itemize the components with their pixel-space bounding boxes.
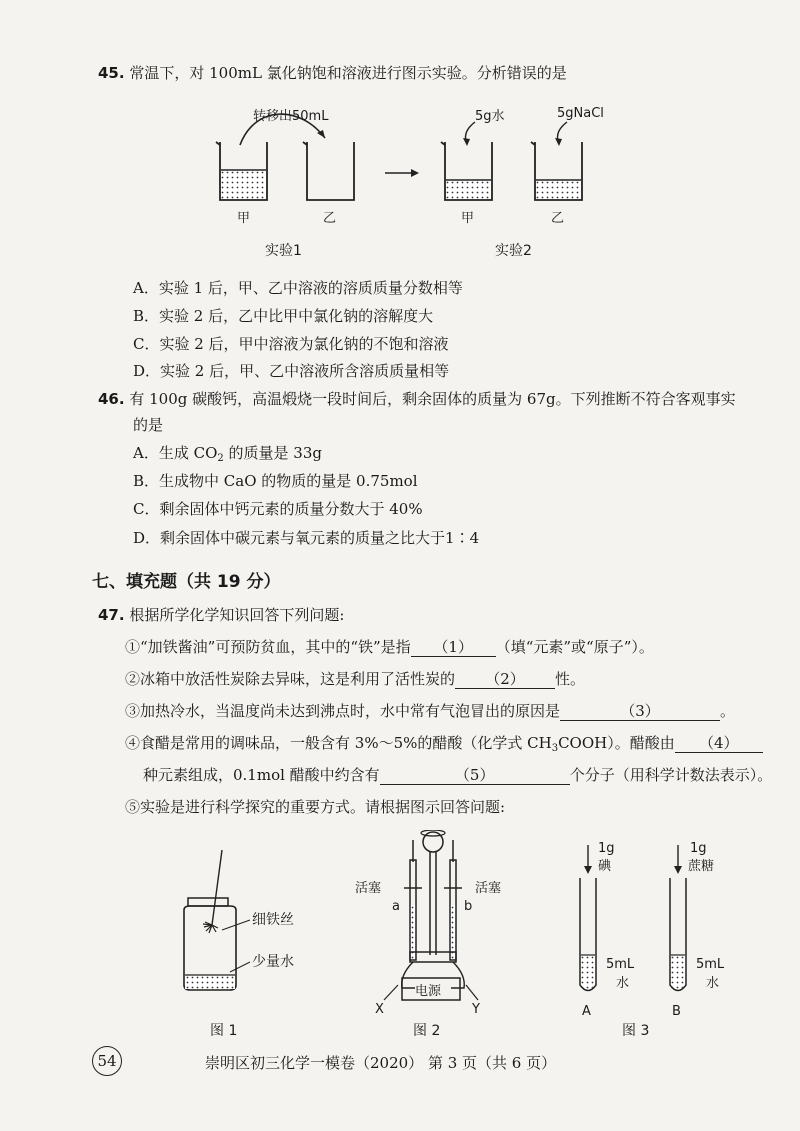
q46-option-b: B．生成物中 CaO 的物质的量是 0.75mol bbox=[133, 472, 418, 490]
nacl-label: 5gNaCl bbox=[557, 106, 604, 121]
water-label: 5g水 bbox=[475, 109, 505, 124]
beaker-icon bbox=[531, 142, 582, 200]
q45-option-d: D．实验 2 后，甲、乙中溶液所含溶质质量相等 bbox=[133, 362, 450, 380]
beaker-label-yi: 乙 bbox=[323, 211, 337, 226]
q46-stem-cont: 的是 bbox=[133, 416, 164, 434]
fig2-a-label: a bbox=[392, 899, 400, 914]
fig3-a-volume: 5mL bbox=[606, 957, 635, 972]
fig1-caption: 图 1 bbox=[210, 1023, 238, 1039]
test-tube-icon bbox=[580, 878, 596, 991]
fig3-b-water: 水 bbox=[706, 976, 720, 991]
beaker-icon bbox=[441, 142, 492, 200]
q45-stem bbox=[98, 62, 567, 83]
question-number: 45. bbox=[98, 64, 125, 82]
beaker-label-jia: 甲 bbox=[237, 211, 251, 226]
q45-figure bbox=[205, 100, 605, 265]
exp2-caption: 实验2 bbox=[495, 243, 532, 259]
fig2-valve-right-label: 活塞 bbox=[475, 881, 502, 896]
test-tube-icon bbox=[670, 878, 686, 991]
fig3-b-volume: 5mL bbox=[696, 957, 725, 972]
fig3-a-mass: 1g bbox=[598, 841, 615, 856]
q47-figures bbox=[170, 830, 730, 1045]
answer-blank[interactable]: （4） bbox=[675, 735, 763, 753]
fig1-water-label: 少量水 bbox=[252, 954, 294, 970]
fig2-valve-left-label: 活塞 bbox=[355, 881, 382, 896]
fig3-tube-b-label: B bbox=[672, 1004, 681, 1019]
q46-option-d: D．剩余固体中碳元素与氧元素的质量之比大于1∶4 bbox=[133, 529, 480, 547]
section-heading: 七、填充题（共 19 分） bbox=[92, 572, 281, 592]
fig3-a-substance: 碘 bbox=[598, 859, 612, 874]
q46-option-a: A．生成 $CO_2$ 的质量是 33g bbox=[133, 444, 322, 464]
page-badge: 54 bbox=[92, 1046, 122, 1076]
beaker-label-yi: 乙 bbox=[551, 211, 565, 226]
page-footer: 崇明区初三化学一模卷（2020） 第 3 页（共 6 页） bbox=[205, 1054, 557, 1072]
q47-item4: ④食醋是常用的调味品，一般含有 3%～5%的醋酸（化学式 $CH_3COOH$）。醋酸由 （4） bbox=[125, 732, 763, 754]
answer-blank[interactable]: （5） bbox=[380, 767, 570, 785]
q45-option-b: B．实验 2 后，乙中比甲中氯化钠的溶解度大 bbox=[133, 307, 434, 325]
fig3-a-water: 水 bbox=[616, 976, 630, 991]
question-number: 46. bbox=[98, 390, 125, 408]
electrolysis-apparatus-icon bbox=[384, 830, 478, 1000]
fig3-caption: 图 3 bbox=[622, 1023, 650, 1039]
answer-blank[interactable]: （3） bbox=[560, 703, 720, 721]
q47-item4-cont: 种元素组成，0.1mol 醋酸中约含有 （5） 个分子（用科学计数法表示）。 bbox=[143, 766, 773, 784]
answer-blank[interactable]: （2） bbox=[455, 671, 555, 689]
beaker-icon bbox=[216, 142, 267, 210]
fig2-power-label: 电源 bbox=[415, 984, 442, 999]
beaker-icon bbox=[303, 142, 354, 200]
q46-stem bbox=[98, 388, 736, 409]
fig2-b-label: b bbox=[464, 899, 473, 914]
question-text: 有 100g 碳酸钙，高温煅烧一段时间后，剩余固体的质量为 67g。下列推断不符合客观事实 bbox=[129, 390, 736, 408]
q47-stem bbox=[98, 604, 344, 625]
fig3-b-mass: 1g bbox=[690, 841, 707, 856]
iron-wire-icon bbox=[212, 850, 222, 925]
q47-item5: ⑤实验是进行科学探究的重要方式。请根据图示回答问题: bbox=[125, 798, 506, 816]
q47-item2: ②冰箱中放活性炭除去异味，这是利用了活性炭的 （2） 性。 bbox=[125, 670, 586, 688]
exp1-caption: 实验1 bbox=[265, 243, 302, 259]
fig2-x-label: X bbox=[375, 1002, 384, 1017]
q47-item1: ①“加铁酱油”可预防贫血，其中的“铁”是指 （1） （填“元素”或“原子”）。 bbox=[125, 638, 654, 656]
q45-option-c: C．实验 2 后，甲中溶液为氯化钠的不饱和溶液 bbox=[133, 335, 449, 353]
q47-item3: ③加热冷水，当温度尚未达到沸点时，水中常有气泡冒出的原因是 （3） 。 bbox=[125, 702, 736, 720]
fig1-wire-label: 细铁丝 bbox=[252, 912, 294, 928]
gas-jar-icon bbox=[184, 850, 250, 990]
beaker-label-jia: 甲 bbox=[461, 211, 475, 226]
q46-option-c: C．剩余固体中钙元素的质量分数大于 40% bbox=[133, 500, 423, 518]
fig2-caption: 图 2 bbox=[413, 1023, 441, 1039]
question-number: 47. bbox=[98, 606, 125, 624]
answer-blank[interactable]: （1） bbox=[411, 639, 496, 657]
question-text: 常温下，对 100mL 氯化钠饱和溶液进行图示实验。分析错误的是 bbox=[129, 64, 567, 82]
fig3-b-substance: 蔗糖 bbox=[688, 859, 715, 874]
transfer-label: 转移出50mL bbox=[253, 109, 329, 124]
spark-icon bbox=[203, 922, 218, 933]
q45-option-a: A．实验 1 后，甲、乙中溶液的溶质质量分数相等 bbox=[133, 279, 463, 297]
fig2-y-label: Y bbox=[472, 1002, 480, 1017]
question-text: 根据所学化学知识回答下列问题: bbox=[129, 606, 345, 624]
fig3-tube-a-label: A bbox=[582, 1004, 591, 1019]
